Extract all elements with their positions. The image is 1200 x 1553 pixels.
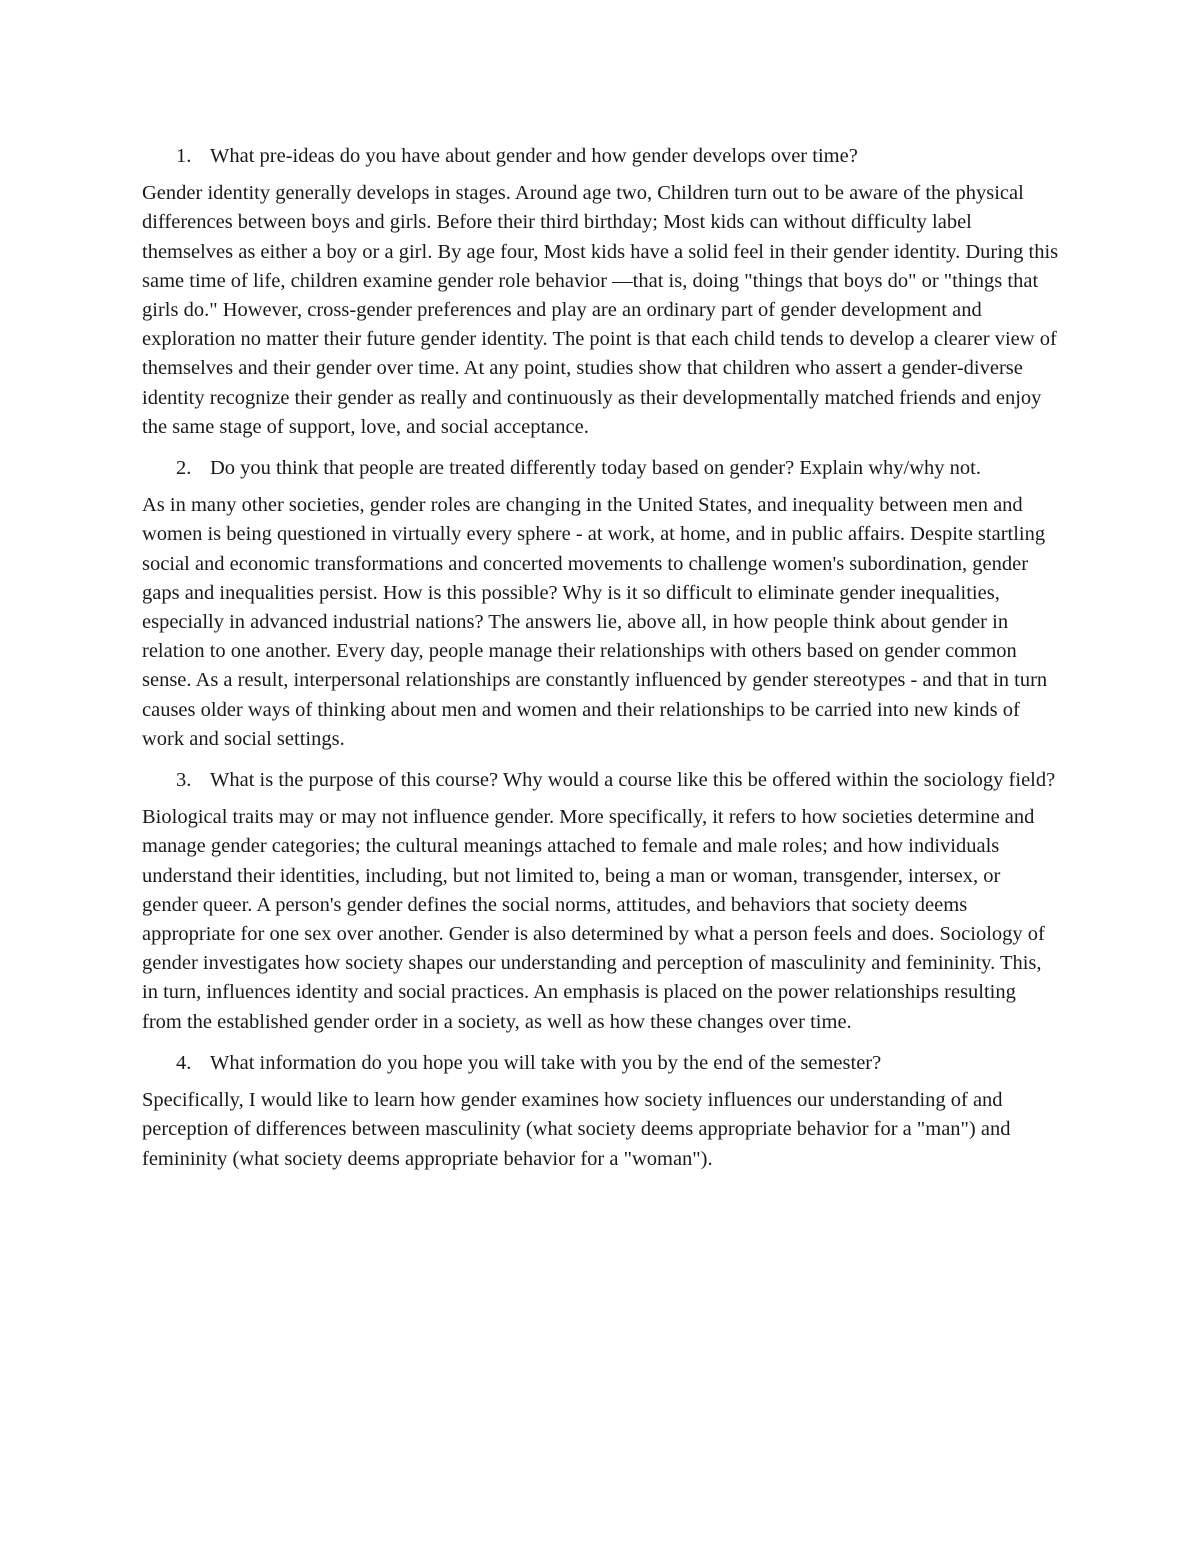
answer-1: Gender identity generally develops in stages. Around age two, Children turn out to be aware of the physical differences between boys and girls. Before their third birthday; Most kids can without difficulty label themselves as either a boy or a girl. By age four, Most kids have a solid feel in their gender identity. During this same time of life, children examine gender role behavior —that is, doing "things that boys do" or "things that girls do." However, cross-gender preferences and play are an ordinary part of gender development and exploration no matter their future gender identity. The point is that each child tends to develop a clearer view of themselves and their gender over time. At any point, studies show that children who assert a gender-diverse identity recognize their gender as really and continuously as their developmentally matched friends and enjoy the same stage of support, love, and social acceptance. <box>142 182 1059 438</box>
question-text: What information do you hope you will take with you by the end of the semester? <box>210 1051 882 1074</box>
question-text: What is the purpose of this course? Why would a course like this be offered within the sociology field? <box>210 769 1056 792</box>
question-3 <box>142 766 1060 795</box>
question-number: 2. <box>176 457 192 480</box>
question-number: 1. <box>176 145 192 167</box>
question-4 <box>142 1049 1060 1078</box>
question-text: Do you think that people are treated differently today based on gender? Explain why/why not. <box>210 457 981 480</box>
question-text: What pre-ideas do you have about gender and how gender develops over time? <box>210 145 858 167</box>
question-1 <box>142 142 1060 171</box>
answer-3: Biological traits may or may not influence gender. More specifically, it refers to how societies determine and manage gender categories; the cultural meanings attached to female and male roles; and how individuals understand their identities, including, but not limited to, being a man or woman, transgender, intersex, or gender queer. A person's gender defines the social norms, attitudes, and behaviors that society deems appropriate for one sex over another. Gender is also determined by what a person feels and does. Sociology of gender investigates how society shapes our understanding and perception of masculinity and femininity. This, in turn, influences identity and social practices. An emphasis is placed on the power relationships resulting from the established gender order in a society, as well as how these changes over time. <box>142 806 1045 1033</box>
question-2 <box>142 454 1060 483</box>
question-number: 4. <box>176 1051 192 1074</box>
answer-4: Specifically, I would like to learn how gender examines how society influences our understanding of and perception of differences between masculinity (what society deems appropriate behavior for a "man") and femininity (what society deems appropriate behavior for a "woman"). <box>142 1089 1011 1170</box>
answer-2: As in many other societies, gender roles are changing in the United States, and inequality between men and women is being questioned in virtually every sphere - at work, at home, and in public affairs. Despite startling social and economic transformations and concerted movements to challenge women's subordination, gender gaps and inequalities persist. How is this possible? Why is it so difficult to eliminate gender inequalities, especially in advanced industrial nations? The answers lie, above all, in how people think about gender in relation to one another. Every day, people manage their relationships with others based on gender common sense. As a result, interpersonal relationships are constantly influenced by gender stereotypes - and that in turn causes older ways of thinking about men and women and their relationships to be carried into new kinds of work and social settings. <box>142 494 1048 750</box>
question-number: 3. <box>176 769 192 792</box>
document-page <box>142 142 1060 1186</box>
